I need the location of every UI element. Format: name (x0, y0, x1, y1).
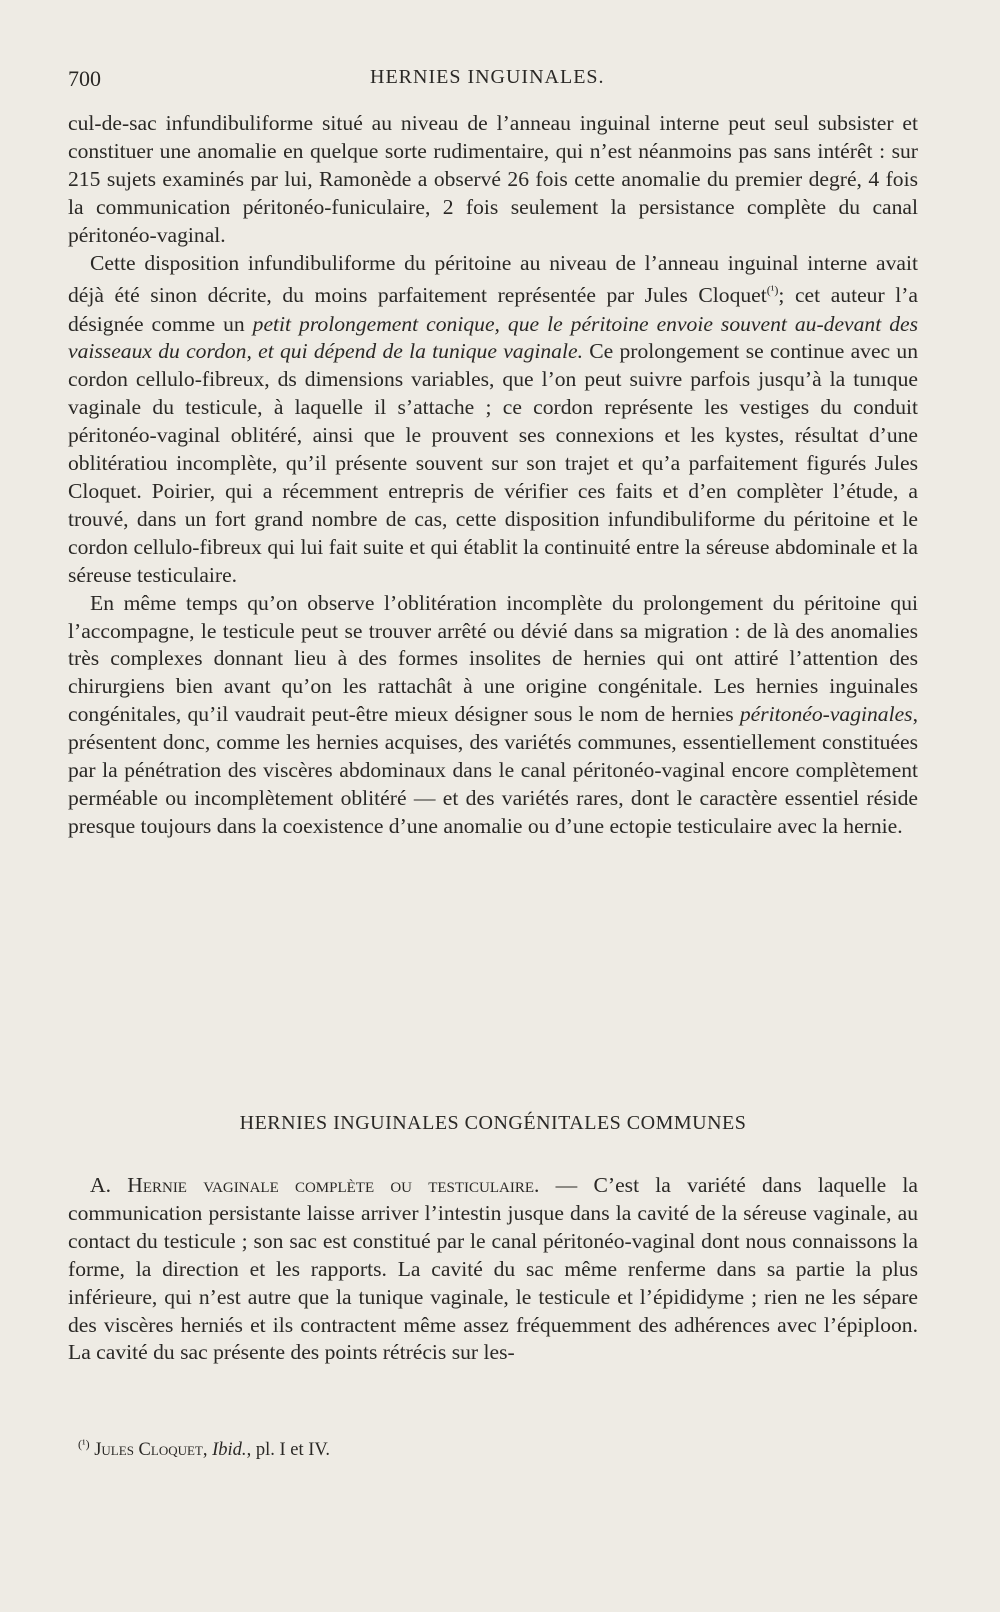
main-text (68, 110, 918, 841)
subsection-text (68, 1172, 918, 1367)
paragraph-2: Cette disposition infundibuliforme du péritoine au niveau de l’anneau inguinal interne avait déjà été sinon décrite, du moins parfaitement représentée par Jules Cloquet$^{(^1)}$; cet auteur l’a désignée comme un petit prolongement conique, que le péritoine envoie souvent au-devant des vaisseaux du cordon, et qui dépend de la tunique vaginale. Ce prolongement se continue avec un cordon cellulo-fibreux, ds dimensions variables, que l’on peut suivre parfois jusqu’à la tunıque vaginale du testicule, à laquelle il s’attache ; ce cordon représente les vestiges du conduit péritonéo-vaginal oblitéré, ainsi que le prouvent ses connexions et les kystes, résultat d’une oblitératiou incomplète, qu’il présente souvent sur son trajet et qu’a parfaitement figurés Jules Cloquet. Poirier, qui a récemment entrepris de vérifier ces faits et d’en complèter l’étude, a trouvé, dans un fort grand nombre de cas, cette disposition infundibuliforme du péritoine et le cordon cellulo-fibreux qui lui fait suite et qui établit la continuité entre la séreuse abdominale et la séreuse testiculaire. (68, 250, 919, 587)
footnote-ref: (¹) (766, 283, 779, 298)
page-number: 700 (68, 66, 101, 91)
paragraph-4: A. Hernie vaginale complète ou testiculaire. — C’est la variété dans laquelle la communication persistante laisse arriver l’intestin jusque dans la cavité de la séreuse vaginale, au contact du testicule ; son sac est constitué par le canal péritonéo-vaginal dont nous connaissons la forme, la direction et les rapports. La cavité du sac même renferme dans sa partie la plus inférieure, qui n’est autre que la tunique vaginale, le testicule et l’épididyme ; rien ne les sépare des viscères herniés et ils contractent même assez fréquemment des adhérences avec l’épiploon. La cavité du sac présente des points rétrécis sur les- (68, 1173, 918, 1365)
footnote: $^{(^1)}$ Jules Cloquet, Ibid., pl. I et IV. (78, 1437, 330, 1461)
italic-term: péritonéo-vaginales (739, 702, 913, 727)
running-title: HERNIES INGUINALES. (370, 66, 605, 88)
running-header (0, 66, 1000, 96)
italic-quote: petit prolongement conique, que le péritoine envoie souvent au-devant des vaisseaux du cordon, et qui dépend de la tunique vaginale. (68, 311, 918, 364)
paragraph-3: En même temps qu’on observe l’oblitération incomplète du prolongement du péritoine qui l’accompagne, le testicule peut se trouver arrêté ou dévié dans sa migration : de là des anomalies très complexes donnant lieu à des formes insolites de hernies qui ont attiré l’attention des chirurgiens bien avant qu’on les rattachât à une origine congénitale. Les hernies inguinales congénitales, qu’il vaudrait peut-être mieux désigner sous le nom de hernies péritonéo-vaginales, présentent donc, comme les hernies acquises, des variétés communes, essentiellement constituées par la pénétration des viscères abdominaux dans le canal péritonéo-vaginal encore complètement perméable ou incomplètement oblitéré — et des variétés rares, dont le caractère essentiel réside presque toujours dans la coexistence d’une anomalie ou d’une ectopie testiculaire avec la hernie. (68, 590, 918, 838)
subsection-title: Hernie vaginale complète ou testiculaire. (127, 1173, 540, 1197)
section-heading: HERNIES INGUINALES CONGÉNITALES COMMUNES (239, 1112, 747, 1134)
paragraph-1: cul-de-sac infundibuliforme situé au niveau de l’anneau inguinal interne peut seul subsister et constituer une anomalie en quelque sorte rudimentaire, qui n’est néanmoins pas sans intérêt : sur 215 sujets examinés par lui, Ramonède a observé 26 fois cette anomalie du premier degré, 4 fois la communication péritonéo-funiculaire, 2 fois seulement la persistance complète du canal péritonéo-vaginal. (68, 111, 918, 247)
